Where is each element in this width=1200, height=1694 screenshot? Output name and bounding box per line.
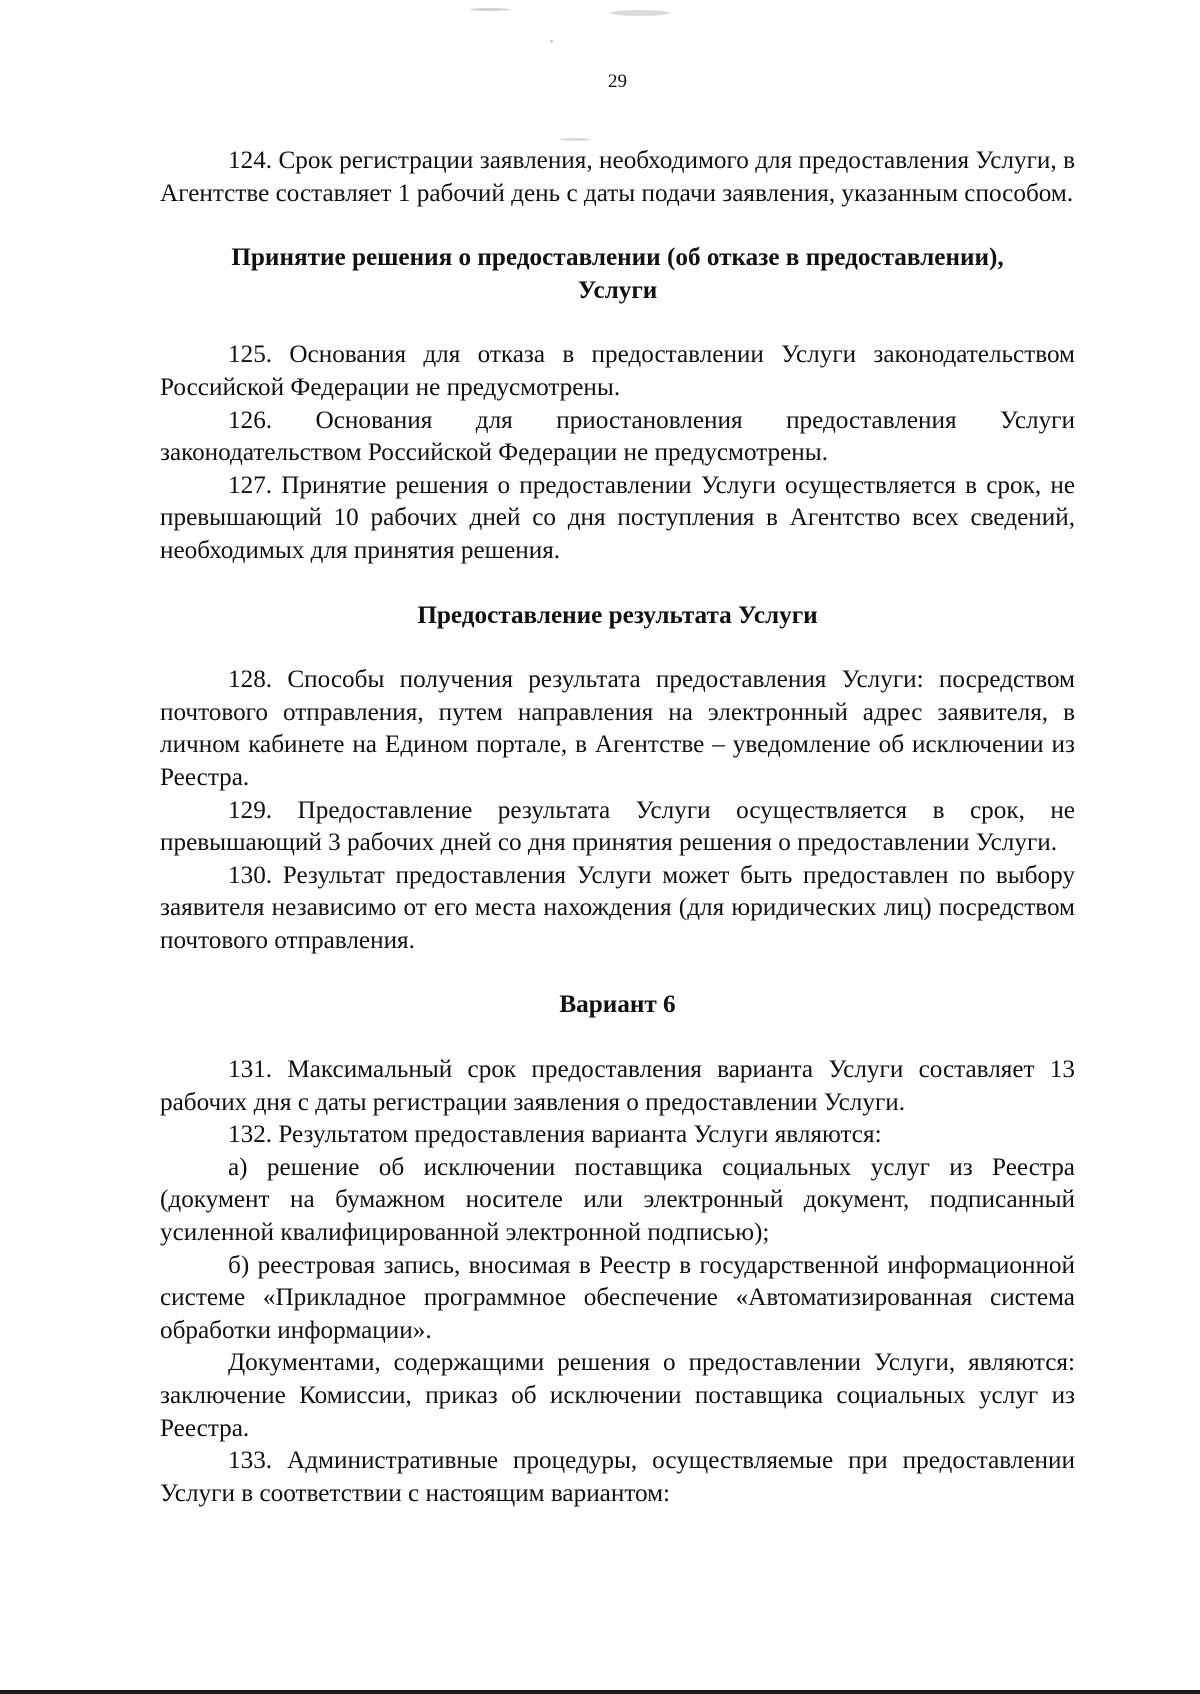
paragraph-125: 125. Основания для отказа в предоставлении Услуги законодательством Российской Федерации не предусмотрены. bbox=[160, 341, 1075, 401]
heading-variant-6: Вариант 6 bbox=[559, 991, 676, 1019]
paragraph-128: 128. Способы получения результата предоставления Услуги: посредством почтового отправления, путем направления на электронный адрес заявителя, в личном кабинете на Едином портале, в Агентстве – уведомление об исключении из Реестра. bbox=[160, 666, 1075, 791]
scan-speck bbox=[550, 40, 553, 43]
scan-bottom-edge bbox=[0, 1690, 1200, 1694]
paragraph-132-a: а) решение об исключении поставщика социальных услуг из Реестра (документ на бумажном носителе или электронный документ, подписанный усиленной квалифицированной электронной подписью); bbox=[160, 1153, 1075, 1247]
paragraph-133: 133. Административные процедуры, осуществляемые при предоставлении Услуги в соответствии с настоящим вариантом: bbox=[160, 1447, 1075, 1507]
document-body bbox=[160, 145, 1075, 1510]
paragraph-132-b: б) реестровая запись, вносимая в Реестр в государственной информационной системе «Прикладное программное обеспечение «Автоматизированная система обработки информации». bbox=[160, 1251, 1075, 1344]
page-number: 29 bbox=[608, 71, 627, 92]
paragraph-documents: Документами, содержащими решения о предоставлении Услуги, являются: заключение Комиссии, приказ об исключении поставщика социальных услуг из Реестра. bbox=[160, 1349, 1075, 1442]
paragraph-124: 124. Срок регистрации заявления, необходимого для предоставления Услуги, в Агентстве составляет 1 рабочий день с даты подачи заявления, указанным способом. bbox=[160, 147, 1075, 207]
heading-result: Предоставление результата Услуги bbox=[417, 601, 818, 629]
paragraph-132: 132. Результатом предоставления варианта Услуги являются: bbox=[228, 1121, 882, 1149]
scan-speck bbox=[470, 8, 510, 11]
paragraph-126: 126. Основания для приостановления предоставления Услуги законодательством Российской Федерации не предусмотрены. bbox=[160, 406, 1075, 467]
paragraph-129: 129. Предоставление результата Услуги осуществляется в срок, не превышающий 3 рабочих дней со дня принятия решения о предоставлении Услуги. bbox=[160, 796, 1075, 857]
paragraph-131: 131. Максимальный срок предоставления варианта Услуги составляет 13 рабочих дня с даты регистрации заявления о предоставлении Услуги. bbox=[160, 1056, 1075, 1116]
paragraph-130: 130. Результат предоставления Услуги может быть предоставлен по выбору заявителя независимо от его места нахождения (для юридических лиц) посредством почтового отправления. bbox=[160, 861, 1075, 954]
scan-speck bbox=[560, 138, 590, 141]
heading-decision: Принятие решения о предоставлении (об отказе в предоставлении), Услуги bbox=[231, 244, 1004, 304]
scan-speck bbox=[610, 10, 670, 16]
document-page bbox=[160, 0, 1075, 1694]
paragraph-127: 127. Принятие решения о предоставлении Услуги осуществляется в срок, не превышающий 10 рабочих дней со дня поступления в Агентство всех сведений, необходимых для принятия решения. bbox=[160, 471, 1075, 564]
